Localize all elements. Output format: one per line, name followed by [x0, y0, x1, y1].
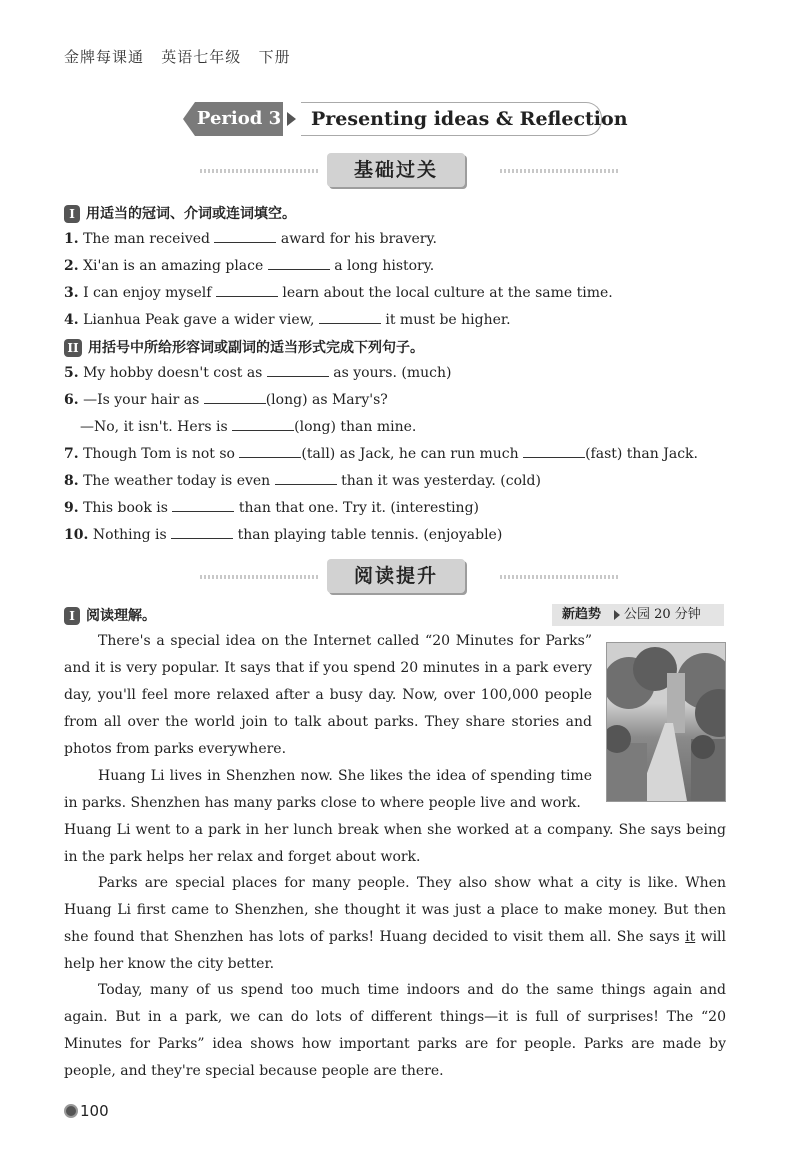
question-6a: 6. —Is your hair as (long) as Mary's?	[64, 389, 388, 410]
section-banner-reading	[200, 559, 620, 593]
reading-paragraph-2a: Huang Li lives in Shenzhen now. She likes the idea of spending time in parks. Shenzhen has many parks close to where people live and work.	[64, 768, 592, 811]
reading-paragraph-3: Parks are special places for many people. They also show what a city is like. When Huang Li first came to Shenzhen, she thought it was just a place to make money. But then she found that Shenzhen has lots of parks! Huang decided to visit them all. She says it will help her know the city better.	[64, 875, 727, 972]
circle-icon	[64, 1104, 78, 1118]
reading-paragraph-1: There's a special idea on the Internet called “20 Minutes for Parks” and it is very popular. It says that if you spend 20 minutes in a park every day, you'll feel more relaxed after a busy day. Now, over 100,000 people from all over the world join to talk about parks. They share stories and photos from parks everywhere.	[64, 633, 592, 757]
trend-text: 公园 20 分钟	[624, 607, 701, 622]
section2-heading	[64, 338, 424, 358]
question-1: 1. The man received award for his bravery.	[64, 228, 437, 249]
question-5: 5. My hobby doesn't cost as as yours. (much)	[64, 362, 451, 383]
banner-title: 阅读提升	[327, 559, 465, 593]
trend-label: 新趋势	[562, 607, 602, 622]
page-number: 100	[64, 1102, 109, 1120]
answer-blank[interactable]	[267, 362, 329, 377]
section1-instruction: 用适当的冠词、介词或连词填空。	[86, 206, 296, 222]
roman-numeral-badge: I	[64, 607, 80, 625]
period-banner	[183, 102, 628, 136]
trend-tag	[552, 604, 724, 626]
roman-numeral-badge: II	[64, 339, 82, 357]
banner-line-right	[500, 575, 620, 579]
question-8: 8. The weather today is even than it was yesterday. (cold)	[64, 470, 541, 491]
answer-blank[interactable]	[216, 282, 278, 297]
underlined-word: it	[685, 929, 696, 945]
reading-paragraph-4: Today, many of us spend too much time indoors and do the same things again and again. But in a park, we can do lots of different things—it is full of surprises! The “20 Minutes for Parks” idea shows how important parks are for people. Parks are made by people, and they're special because people are there.	[64, 982, 726, 1079]
question-4: 4. Lianhua Peak gave a wider view, it must be higher.	[64, 309, 511, 330]
reading-paragraph-2b: Huang Li went to a park in her lunch break when she worked at a company. She says being in the park helps her relax and forget about work.	[64, 822, 726, 865]
roman-numeral-badge: I	[64, 205, 80, 223]
answer-blank[interactable]	[214, 228, 276, 243]
answer-blank[interactable]	[172, 497, 234, 512]
section1-heading	[64, 204, 296, 224]
banner-title: 基础过关	[327, 153, 465, 187]
answer-blank[interactable]	[268, 255, 330, 270]
answer-blank[interactable]	[232, 416, 294, 431]
question-2: 2. Xi'an is an amazing place a long history.	[64, 255, 434, 276]
answer-blank[interactable]	[171, 524, 233, 539]
answer-blank[interactable]	[204, 389, 266, 404]
question-10: 10. Nothing is than playing table tennis. (enjoyable)	[64, 524, 502, 545]
park-photo	[606, 642, 726, 802]
question-3: 3. I can enjoy myself learn about the local culture at the same time.	[64, 282, 613, 303]
question-7: 7. Though Tom is not so (tall) as Jack, he can run much (fast) than Jack.	[64, 443, 698, 464]
period-label: Period 3	[196, 108, 282, 129]
triangle-right-icon	[287, 112, 296, 126]
answer-blank[interactable]	[319, 309, 381, 324]
banner-line-right	[500, 169, 620, 173]
section2-instruction: 用括号中所给形容词或副词的适当形式完成下列句子。	[88, 340, 424, 356]
triangle-right-icon	[614, 610, 620, 620]
park-path-image	[607, 643, 725, 801]
answer-blank[interactable]	[239, 443, 301, 458]
banner-line-left	[200, 575, 320, 579]
question-9: 9. This book is than that one. Try it. (interesting)	[64, 497, 479, 518]
question-6b: —No, it isn't. Hers is (long) than mine.	[80, 416, 416, 437]
book-header: 金牌每课通 英语七年级 下册	[64, 48, 291, 66]
section-banner-basic	[200, 153, 620, 187]
reading-heading	[64, 606, 156, 626]
reading-instruction: 阅读理解。	[86, 608, 156, 624]
banner-line-left	[200, 169, 320, 173]
answer-blank[interactable]	[523, 443, 585, 458]
answer-blank[interactable]	[275, 470, 337, 485]
period-title: Presenting ideas & Reflection	[311, 108, 628, 130]
